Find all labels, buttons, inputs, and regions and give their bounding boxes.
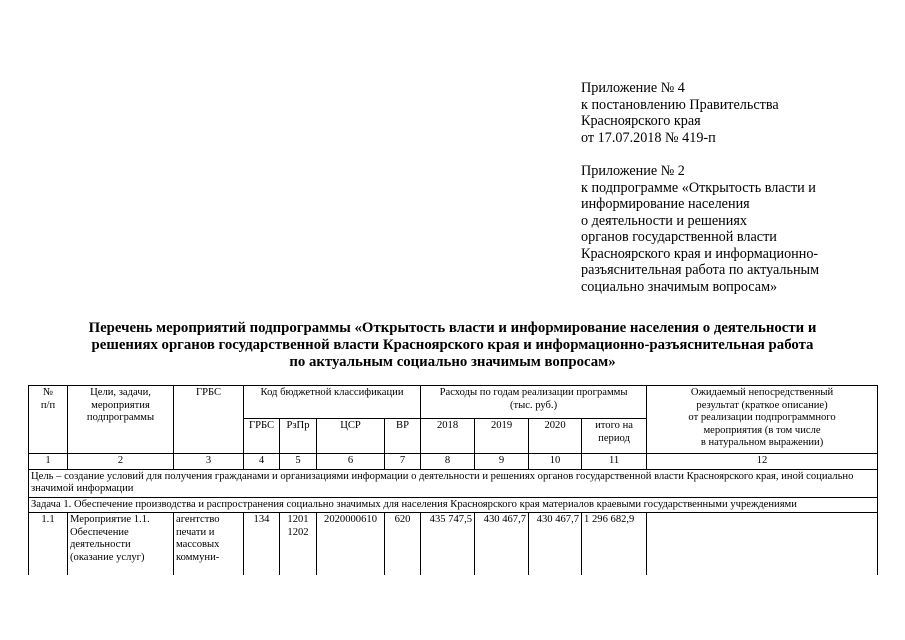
item-grbs-name: агентство печати и массовых коммуни- bbox=[174, 513, 244, 576]
item-num: 1.1 bbox=[29, 513, 68, 576]
header-grbs: ГРБС bbox=[174, 386, 244, 454]
appendix-line: Красноярского края и информационно- bbox=[581, 245, 819, 262]
col-number: 3 bbox=[174, 454, 244, 470]
item-rzpr: 1201 1202 bbox=[280, 513, 317, 576]
appendix-line: Красноярского края bbox=[581, 113, 701, 129]
item-2018: 435 747,5 bbox=[421, 513, 475, 576]
task-text: Задача 1. Обеспечение производства и распространения социально значимых для населения Красноярского края материалов краевыми государственными учреждениями bbox=[29, 497, 878, 513]
title-line: решениях органов государственной власти Красноярского края и информационно-разъяснительная работа bbox=[91, 337, 814, 353]
appendix-line: информирование населения bbox=[581, 196, 750, 212]
col-number: 6 bbox=[317, 454, 385, 470]
header-year-2018: 2018 bbox=[421, 419, 475, 454]
item-vr: 620 bbox=[385, 513, 421, 576]
item-result bbox=[647, 513, 878, 576]
header-sub-csr: ЦСР bbox=[317, 419, 385, 454]
column-number-row bbox=[29, 454, 878, 470]
item-name: Мероприятие 1.1. Обеспечение деятельности (оказание услуг) bbox=[68, 513, 174, 576]
appendix-4-header bbox=[581, 80, 779, 146]
item-total: 1 296 682,9 bbox=[582, 513, 647, 576]
item-csr: 2020000610 bbox=[317, 513, 385, 576]
col-number: 9 bbox=[475, 454, 529, 470]
header-total: итого на период bbox=[582, 419, 647, 454]
appendix-line: органов государственной власти bbox=[581, 229, 777, 245]
header-year-2020: 2020 bbox=[529, 419, 582, 454]
header-goals: Цели, задачи, мероприятия подпрограммы bbox=[68, 386, 174, 454]
header-budget-code: Код бюджетной классификации bbox=[244, 386, 421, 419]
header-result: Ожидаемый непосредственный результат (краткое описание) от реализации подпрограммного мероприятия (в том числе в натуральном выражении) bbox=[647, 386, 878, 454]
col-number: 11 bbox=[582, 454, 647, 470]
header-sub-rzpr: РзПр bbox=[280, 419, 317, 454]
header-expenses: Расходы по годам реализации программы (тыс. руб.) bbox=[421, 386, 647, 419]
col-number: 10 bbox=[529, 454, 582, 470]
col-number: 7 bbox=[385, 454, 421, 470]
goal-row bbox=[29, 469, 878, 497]
goal-text: Цель – создание условий для получения гражданами и организациями информации о деятельности и решениях органов государственной власти Красноярского края, иной социально значимой информации bbox=[29, 469, 878, 497]
header-sub-vr: ВР bbox=[385, 419, 421, 454]
appendix-2-header bbox=[581, 163, 819, 295]
document-title bbox=[30, 320, 875, 371]
col-number: 5 bbox=[280, 454, 317, 470]
item-grbs: 134 bbox=[244, 513, 280, 576]
item-2019: 430 467,7 bbox=[475, 513, 529, 576]
appendix-line: Приложение № 4 bbox=[581, 80, 685, 96]
col-number: 8 bbox=[421, 454, 475, 470]
col-number: 4 bbox=[244, 454, 280, 470]
appendix-line: Приложение № 2 bbox=[581, 163, 685, 179]
col-number: 12 bbox=[647, 454, 878, 470]
table-row bbox=[29, 513, 878, 576]
task-row bbox=[29, 497, 878, 513]
appendix-line: к подпрограмме «Открытость власти и bbox=[581, 179, 816, 196]
col-number: 2 bbox=[68, 454, 174, 470]
header-sub-grbs: ГРБС bbox=[244, 419, 280, 454]
header-num: № п/п bbox=[29, 386, 68, 454]
title-line: по актуальным социально значимым вопросам» bbox=[289, 354, 616, 370]
appendix-line: о деятельности и решениях bbox=[581, 212, 747, 229]
appendix-line: социально значимым вопросам» bbox=[581, 278, 778, 295]
title-line: Перечень мероприятий подпрограммы «Открытость власти и информирование населения о деятельности и bbox=[88, 320, 817, 336]
col-number: 1 bbox=[29, 454, 68, 470]
appendix-line: от 17.07.2018 № 419-п bbox=[581, 129, 716, 146]
appendix-line: к постановлению Правительства bbox=[581, 96, 779, 113]
item-2020: 430 467,7 bbox=[529, 513, 582, 576]
appendix-line: разъяснительная работа по актуальным bbox=[581, 262, 820, 278]
activities-table bbox=[28, 385, 878, 575]
header-year-2019: 2019 bbox=[475, 419, 529, 454]
